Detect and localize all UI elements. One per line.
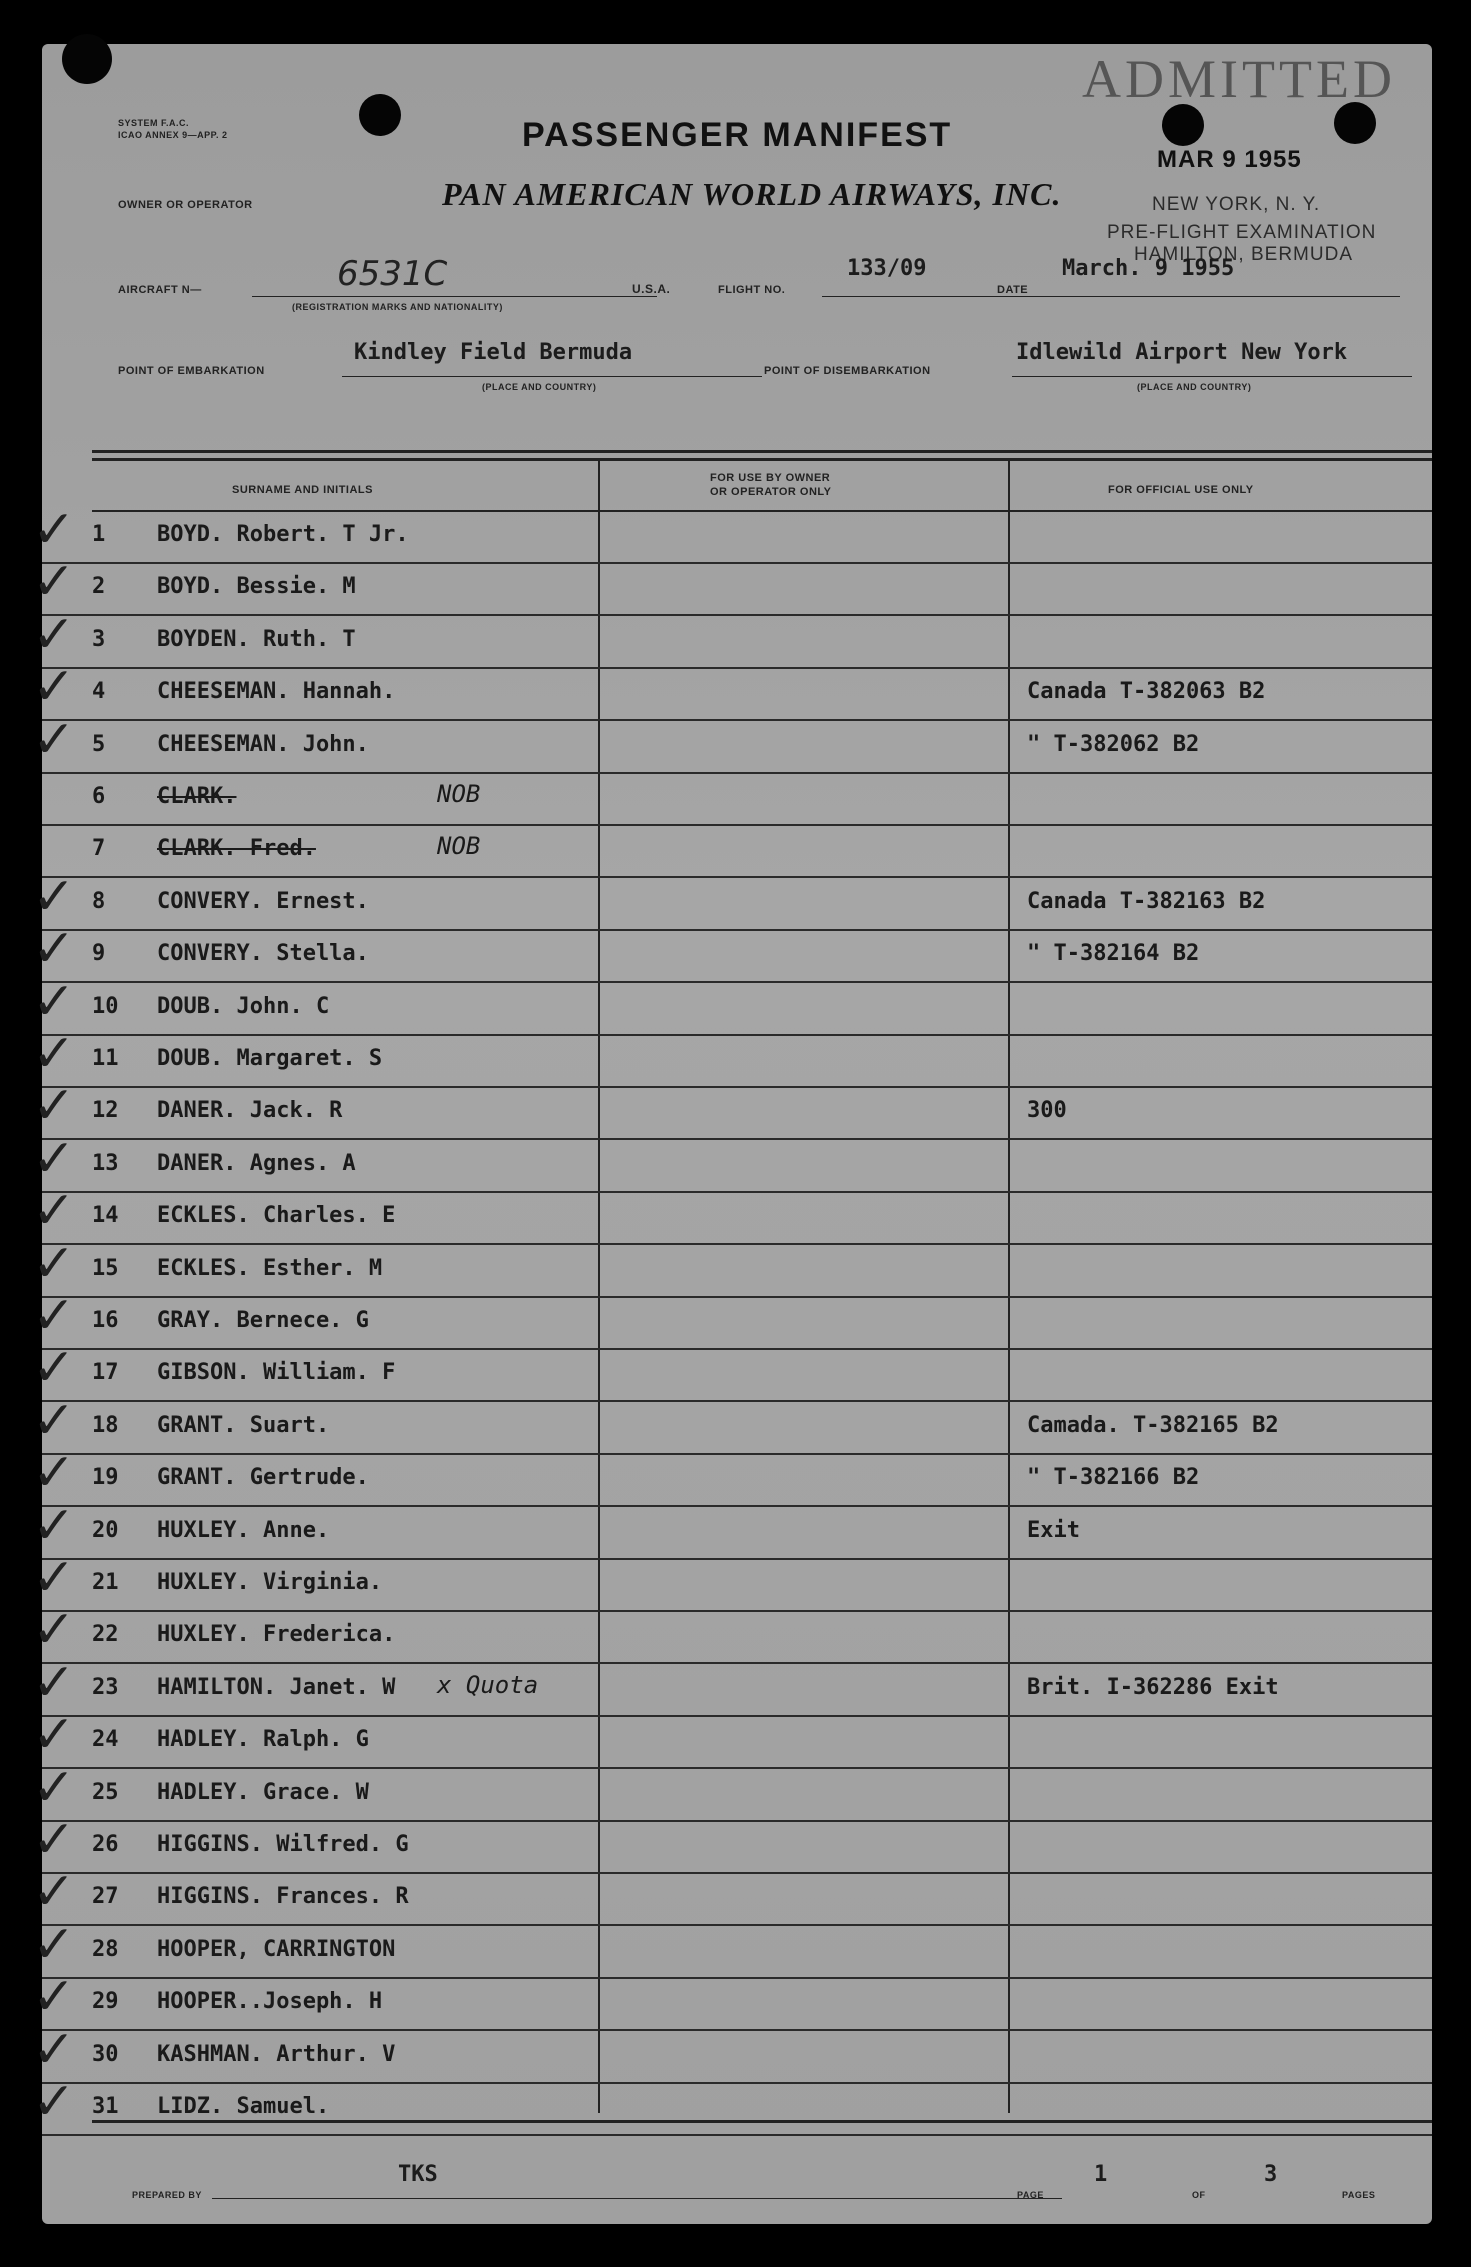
passenger-number: 7 (92, 836, 106, 862)
passenger-number: 4 (92, 679, 106, 705)
passenger-name: CONVERY. Ernest. (157, 888, 369, 914)
date-label: DATE (997, 284, 1029, 296)
disembark-note: (PLACE AND COUNTRY) (1137, 382, 1252, 392)
check-mark-icon: ✓ (32, 1181, 76, 1242)
passenger-row (32, 709, 1432, 774)
check-mark-icon: ✓ (32, 1128, 76, 1189)
manifest-page (32, 44, 1432, 2224)
passenger-row (32, 1705, 1432, 1769)
passenger-name: HADLEY. Ralph. G (157, 1727, 369, 1753)
punch-hole-center (1162, 104, 1204, 146)
prepared-value: TKS (398, 2162, 438, 2187)
passenger-number: 15 (92, 1255, 119, 1281)
check-mark-icon: ✓ (32, 1443, 76, 1504)
passenger-row (32, 1024, 1432, 1088)
passenger-number: 18 (92, 1412, 119, 1438)
passenger-row (32, 919, 1432, 983)
passenger-name: BOYD. Bessie. M (157, 574, 356, 600)
column-header-official: FOR OFFICIAL USE ONLY (1108, 484, 1254, 496)
passenger-name: HUXLEY. Frederica. (157, 1622, 396, 1648)
check-mark-icon: ✓ (32, 500, 76, 560)
check-mark-icon: ✓ (32, 919, 76, 980)
passenger-number: 17 (92, 1360, 119, 1386)
check-mark-icon: ✓ (32, 1705, 76, 1766)
passenger-name: BOYDEN. Ruth. T (157, 626, 356, 652)
passenger-number: 10 (92, 993, 119, 1019)
passenger-name: BOYD. Robert. T Jr. (157, 522, 409, 547)
check-mark-icon: ✓ (32, 657, 76, 718)
passenger-name: CHEESEMAN. Hannah. (157, 679, 396, 705)
check-mark-icon: ✓ (32, 1495, 76, 1556)
passenger-row (32, 1914, 1432, 1979)
check-mark-icon: ✓ (32, 1390, 76, 1451)
official-note: Camada. T-382165 B2 (1027, 1412, 1279, 1438)
passenger-number: 24 (92, 1727, 119, 1753)
passenger-number: 1 (92, 522, 106, 547)
check-mark-icon: ✓ (32, 1757, 76, 1818)
check-mark-icon: ✓ (32, 1600, 76, 1661)
passenger-row (42, 774, 1432, 826)
passenger-number: 14 (92, 1203, 119, 1229)
disembark-label: POINT OF DISEMBARKATION (764, 365, 931, 377)
passenger-name: KASHMAN. Arthur. V (157, 2041, 396, 2067)
owner-note: NOB (437, 832, 481, 861)
check-mark-icon: ✓ (32, 1338, 76, 1399)
passenger-number: 26 (92, 1832, 119, 1857)
passenger-number: 11 (92, 1046, 119, 1071)
check-mark-icon: ✓ (32, 1914, 76, 1975)
passenger-name: HIGGINS. Wilfred. G (157, 1832, 409, 1857)
passenger-row (32, 1862, 1432, 1926)
passenger-row (32, 2019, 1432, 2084)
official-note: Exit (1027, 1517, 1080, 1543)
form-ref-line2: ICAO ANNEX 9—APP. 2 (118, 130, 228, 140)
passenger-row (32, 1600, 1432, 1664)
passenger-number: 9 (92, 941, 106, 967)
passenger-number: 2 (92, 574, 106, 600)
passenger-number: 12 (92, 1098, 119, 1124)
passenger-name: DOUB. John. C (157, 993, 330, 1019)
passenger-number: 3 (92, 626, 106, 652)
check-mark-icon: ✓ (32, 1286, 76, 1346)
passenger-row (32, 1810, 1432, 1874)
passenger-number: 27 (92, 1884, 119, 1910)
passenger-number: 16 (92, 1308, 119, 1333)
passenger-number: 5 (92, 731, 106, 757)
passenger-name: CLARK. Fred. (157, 836, 316, 862)
passenger-row (32, 604, 1432, 669)
stamp-line3: HAMILTON, BERMUDA (1134, 244, 1353, 265)
official-note: Canada T-382163 B2 (1027, 888, 1266, 914)
passenger-row (32, 866, 1432, 931)
passenger-name: GRAY. Bernece. G (157, 1308, 369, 1333)
passenger-row (32, 1286, 1432, 1350)
check-mark-icon: ✓ (32, 866, 76, 927)
passenger-row (32, 971, 1432, 1036)
passenger-name: CHEESEMAN. John. (157, 731, 369, 757)
passenger-name: HADLEY. Grace. W (157, 1779, 369, 1805)
passenger-row (32, 1390, 1432, 1455)
pages-label: PAGES (1342, 2190, 1376, 2200)
check-mark-icon: ✓ (32, 1810, 76, 1870)
check-mark-icon: ✓ (32, 604, 76, 665)
official-note: 300 (1027, 1098, 1067, 1124)
owner-note: x Quota (437, 1670, 539, 1699)
passenger-number: 31 (92, 2094, 119, 2119)
passenger-number: 28 (92, 1936, 119, 1962)
passenger-name: CLARK. (157, 784, 237, 809)
aircraft-label: AIRCRAFT N— (118, 284, 202, 296)
passenger-row (32, 1443, 1432, 1507)
official-note: " T-382164 B2 (1027, 941, 1200, 967)
passenger-row (42, 826, 1432, 878)
check-mark-icon: ✓ (32, 1652, 76, 1713)
official-note: " T-382166 B2 (1027, 1465, 1200, 1491)
passenger-name: HUXLEY. Anne. (157, 1517, 330, 1543)
check-mark-icon: ✓ (32, 1548, 76, 1608)
passenger-number: 25 (92, 1779, 119, 1805)
aircraft-number: 6531C (337, 254, 448, 294)
passenger-name: GIBSON. William. F (157, 1360, 396, 1386)
passenger-name: ECKLES. Charles. E (157, 1203, 396, 1229)
passenger-number: 21 (92, 1570, 119, 1595)
company-name: PAN AMERICAN WORLD AIRWAYS, INC. (442, 176, 1062, 212)
passenger-number: 30 (92, 2041, 119, 2067)
passenger-name: DANER. Jack. R (157, 1098, 343, 1124)
embark-label: POINT OF EMBARKATION (118, 365, 265, 377)
manifest-date: March. 9 1955 (1062, 256, 1235, 281)
passenger-number: 29 (92, 1989, 119, 2015)
check-mark-icon: ✓ (32, 1967, 76, 2028)
passenger-number: 23 (92, 1674, 119, 1700)
corner-tear (62, 34, 112, 84)
punch-hole-left (359, 94, 401, 136)
passenger-name: CONVERY. Stella. (157, 941, 369, 967)
embark-note: (PLACE AND COUNTRY) (482, 382, 597, 392)
official-note: Brit. I-362286 Exit (1027, 1674, 1279, 1700)
check-mark-icon: ✓ (32, 1024, 76, 1084)
passenger-name: GRANT. Gertrude. (157, 1465, 369, 1491)
check-mark-icon: ✓ (32, 1233, 76, 1294)
passenger-row (32, 500, 1432, 564)
passenger-name: HOOPER..Joseph. H (157, 1989, 383, 2015)
passenger-name: LIDZ. Samuel. (157, 2094, 330, 2119)
column-header-owner-2: OR OPERATOR ONLY (710, 486, 832, 498)
passenger-name: HAMILTON. Janet. W (157, 1674, 396, 1700)
of-label: OF (1192, 2190, 1206, 2200)
stamp-line1: NEW YORK, N. Y. (1152, 194, 1321, 215)
check-mark-icon: ✓ (32, 1862, 76, 1923)
passenger-number: 19 (92, 1465, 119, 1491)
passenger-number: 6 (92, 784, 106, 809)
column-header-name: SURNAME AND INITIALS (232, 484, 373, 496)
column-header-owner-1: FOR USE BY OWNER (710, 472, 831, 484)
check-mark-icon: ✓ (32, 552, 76, 613)
passenger-name: HUXLEY. Virginia. (157, 1570, 383, 1595)
official-note: " T-382062 B2 (1027, 731, 1200, 757)
stamp-date: MAR 9 1955 (1157, 146, 1302, 173)
page-value: 1 (1094, 2162, 1108, 2187)
passenger-row (32, 2072, 1432, 2136)
form-ref-line1: SYSTEM F.A.C. (118, 118, 190, 128)
passenger-row (32, 1548, 1432, 1612)
flight-number: 133/09 (847, 256, 927, 281)
page-title: PASSENGER MANIFEST (522, 116, 953, 154)
passenger-row (32, 1076, 1432, 1140)
admitted-stamp: ADMITTED (1082, 49, 1396, 109)
passenger-number: 8 (92, 888, 106, 914)
passenger-number: 20 (92, 1517, 119, 1543)
disembark-value: Idlewild Airport New York (1016, 340, 1348, 365)
passenger-row (32, 1233, 1432, 1298)
passenger-name: DANER. Agnes. A (157, 1150, 356, 1176)
embark-value: Kindley Field Bermuda (354, 340, 633, 365)
passenger-name: DOUB. Margaret. S (157, 1046, 383, 1071)
passenger-row (32, 657, 1432, 721)
check-mark-icon: ✓ (32, 2019, 76, 2080)
check-mark-icon: ✓ (32, 971, 76, 1032)
check-mark-icon: ✓ (32, 1076, 76, 1137)
passenger-row (32, 552, 1432, 616)
passenger-row (32, 1757, 1432, 1822)
passenger-name: GRANT. Suart. (157, 1412, 330, 1438)
of-value: 3 (1264, 2162, 1278, 2187)
page-label: PAGE (1017, 2190, 1044, 2200)
passenger-row (32, 1338, 1432, 1402)
prepared-label: PREPARED BY (132, 2190, 202, 2200)
flight-label: FLIGHT NO. (718, 284, 786, 296)
passenger-name: HIGGINS. Frances. R (157, 1884, 409, 1910)
owner-note: NOB (437, 780, 481, 808)
passenger-number: 13 (92, 1150, 119, 1176)
passenger-row (32, 1652, 1432, 1717)
owner-label: OWNER OR OPERATOR (118, 199, 253, 211)
row-divider (42, 2134, 1432, 2136)
passenger-row (32, 1967, 1432, 2031)
stamp-line2: PRE-FLIGHT EXAMINATION (1107, 222, 1377, 243)
usa-label: U.S.A. (632, 282, 671, 296)
passenger-number: 22 (92, 1622, 119, 1648)
passenger-row (32, 1181, 1432, 1245)
passenger-name: ECKLES. Esther. M (157, 1255, 383, 1281)
registration-note: (REGISTRATION MARKS AND NATIONALITY) (292, 302, 503, 312)
passenger-name: HOOPER, CARRINGTON (157, 1936, 396, 1962)
check-mark-icon: ✓ (32, 2072, 76, 2132)
check-mark-icon: ✓ (32, 709, 76, 770)
passenger-row (32, 1495, 1432, 1560)
passenger-row (32, 1128, 1432, 1193)
official-note: Canada T-382063 B2 (1027, 679, 1266, 705)
